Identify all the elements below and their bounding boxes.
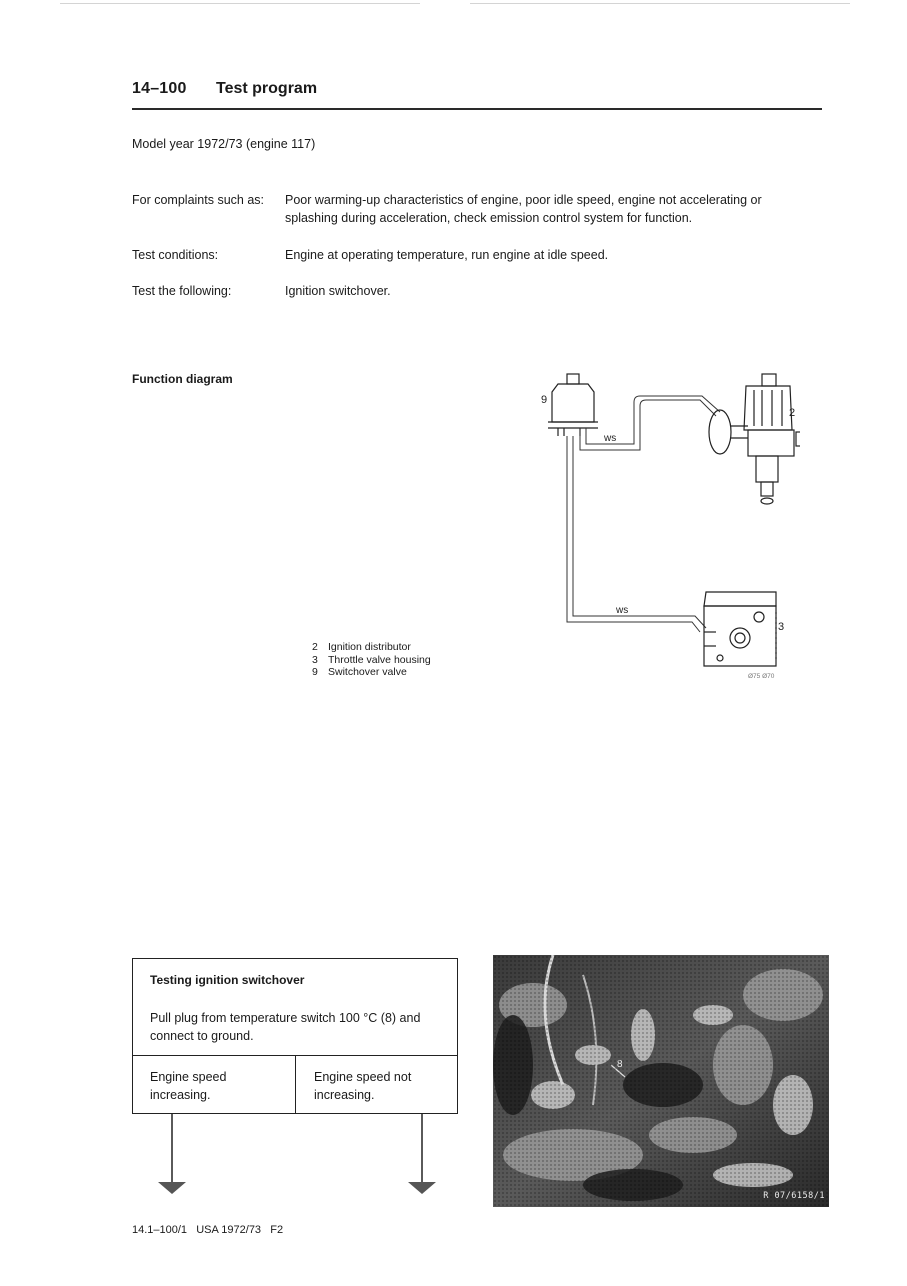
function-diagram-title: Function diagram	[132, 372, 233, 386]
scan-artifact-line	[470, 3, 850, 4]
legend-number: 9	[312, 666, 318, 678]
line-label-lower: ws	[616, 605, 629, 616]
test-instruction: Pull plug from temperature switch 100 °C (8) and connect to ground.	[150, 1011, 421, 1043]
test-box-title: Testing ignition switchover	[150, 973, 305, 987]
throttle-valve-housing-drawing	[704, 592, 776, 666]
vacuum-line-upper	[580, 396, 720, 450]
legend-item	[312, 654, 431, 667]
arrow-down-left-icon	[158, 1182, 186, 1194]
test-conditions-label: Test conditions:	[132, 248, 219, 262]
legend-item	[312, 641, 431, 654]
test-conditions-value: Engine at operating temperature, run engine at idle speed.	[285, 248, 609, 262]
function-diagram	[540, 370, 800, 690]
complaints-value: Poor warming-up characteristics of engine, poor idle speed, engine not accelerating or splashing during acceleration, check emission control system for function.	[285, 193, 762, 225]
legend-text: Ignition distributor	[328, 641, 411, 653]
legend-number: 2	[312, 641, 318, 653]
ignition-distributor-drawing	[709, 374, 800, 504]
line-label-upper: ws	[604, 433, 617, 444]
flow-arrows	[140, 1114, 440, 1198]
header-rule	[132, 108, 822, 110]
diagram-legend	[312, 641, 431, 679]
figure-code: Ø75 Ø70	[748, 673, 775, 680]
box-column-divider	[295, 1055, 296, 1113]
arrow-down-right-icon	[408, 1182, 436, 1194]
outcome-increasing: Engine speed increasing.	[150, 1070, 227, 1102]
legend-text: Switchover valve	[328, 666, 407, 678]
section-number: 14–100	[132, 80, 187, 97]
photo-overlay	[493, 955, 829, 1207]
switchover-valve-drawing	[548, 374, 598, 436]
callout-3: 3	[778, 621, 785, 633]
test-flow-box	[132, 958, 458, 1114]
page-title: Test program	[216, 80, 318, 97]
test-following-label: Test the following:	[132, 284, 232, 298]
legend-item	[312, 666, 431, 679]
model-year: Model year 1972/73 (engine 117)	[132, 137, 316, 151]
test-following-value: Ignition switchover.	[285, 284, 391, 298]
outcome-not-increasing: Engine speed not increasing.	[314, 1070, 412, 1102]
page-footer: 14.1–100/1 USA 1972/73 F2	[132, 1224, 284, 1236]
photo-code: R 07/6158/1	[763, 1191, 825, 1201]
scan-artifact-line	[60, 3, 420, 4]
legend-text: Throttle valve housing	[328, 653, 431, 666]
vacuum-line-lower	[567, 436, 706, 632]
callout-2: 2	[789, 407, 796, 419]
legend-number: 3	[312, 653, 318, 666]
callout-9: 9	[541, 394, 548, 406]
complaints-label: For complaints such as:	[132, 193, 264, 207]
